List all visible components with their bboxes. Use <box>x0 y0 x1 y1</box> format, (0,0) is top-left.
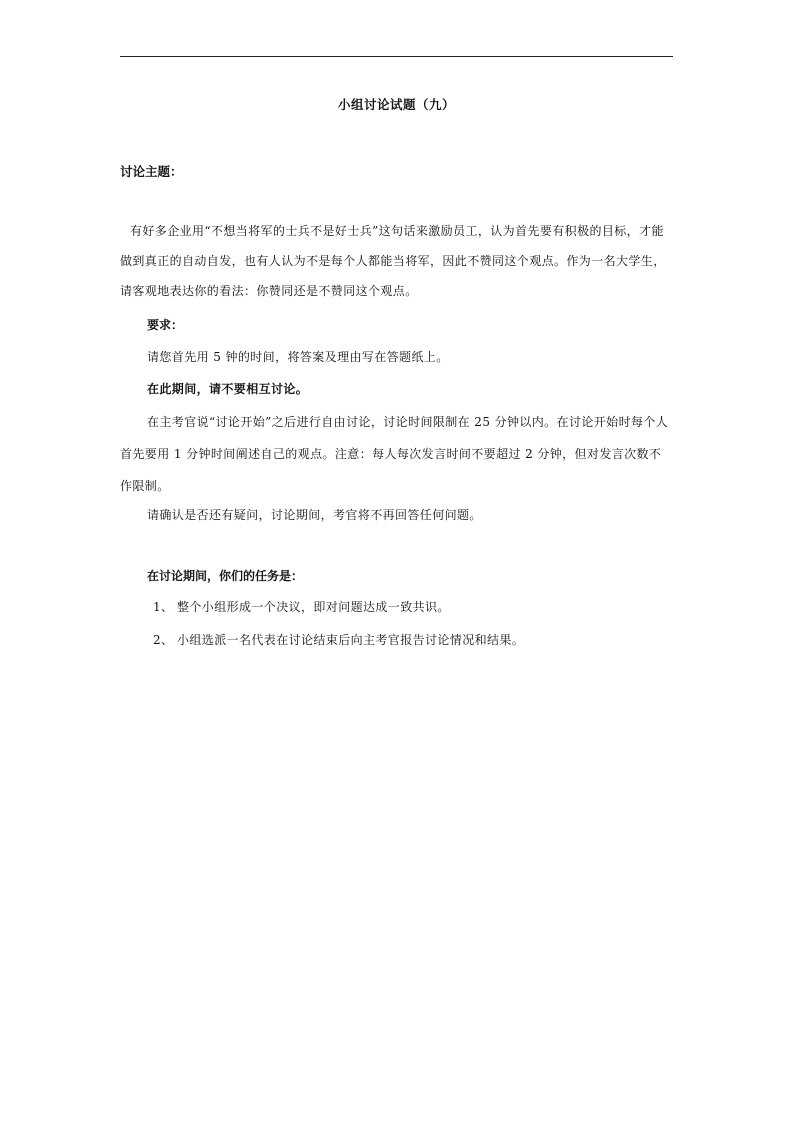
document-title: 小组讨论试题（九） <box>337 97 455 112</box>
topic-body: 有好多企业用“不想当将军的士兵不是好士兵”这句话来激励员工，认为首先要有积极的目标，才能做到真正的自动自发，也有人认为不是每个人都能当将军，因此不赞同这个观点。作为一名大学生，请客观地表达你的看法：你赞同还是不赞同这个观点。 <box>120 224 666 298</box>
requirement-paragraph-1: 请您首先用 5 钟的时间，将答案及理由写在答题纸上。 <box>147 350 449 364</box>
topic-heading: 讨论主题： <box>120 164 183 179</box>
header-rule <box>120 56 673 57</box>
requirement-paragraph-2: 在此期间，请不要相互讨论。 <box>147 382 309 396</box>
task-item-text: 小组选派一名代表在讨论结束后向主考官报告讨论情况和结果。 <box>177 633 525 647</box>
requirement-paragraph-4: 请确认是否还有疑问，讨论期间，考官将不再回答任何问题。 <box>147 508 482 522</box>
task-item-2 <box>153 631 524 648</box>
task-item-number: 2、 <box>153 633 174 647</box>
task-item-1 <box>153 598 450 615</box>
task-item-text: 整个小组形成一个决议，即对问题达成一致共识。 <box>177 600 450 614</box>
tasks-heading: 在讨论期间，你们的任务是： <box>147 569 304 583</box>
task-item-number: 1、 <box>153 600 174 614</box>
requirements-heading: 要求： <box>147 318 184 332</box>
requirement-paragraph-3: 在主考官说“讨论开始”之后进行自由讨论，讨论时间限制在 25 分钟以内。在讨论开始时每个人首先要用 1 分钟时间阐述自己的观点。注意：每人每次发言时间不要超过 2 分钟，但对发言次数不作限制。 <box>120 415 669 493</box>
